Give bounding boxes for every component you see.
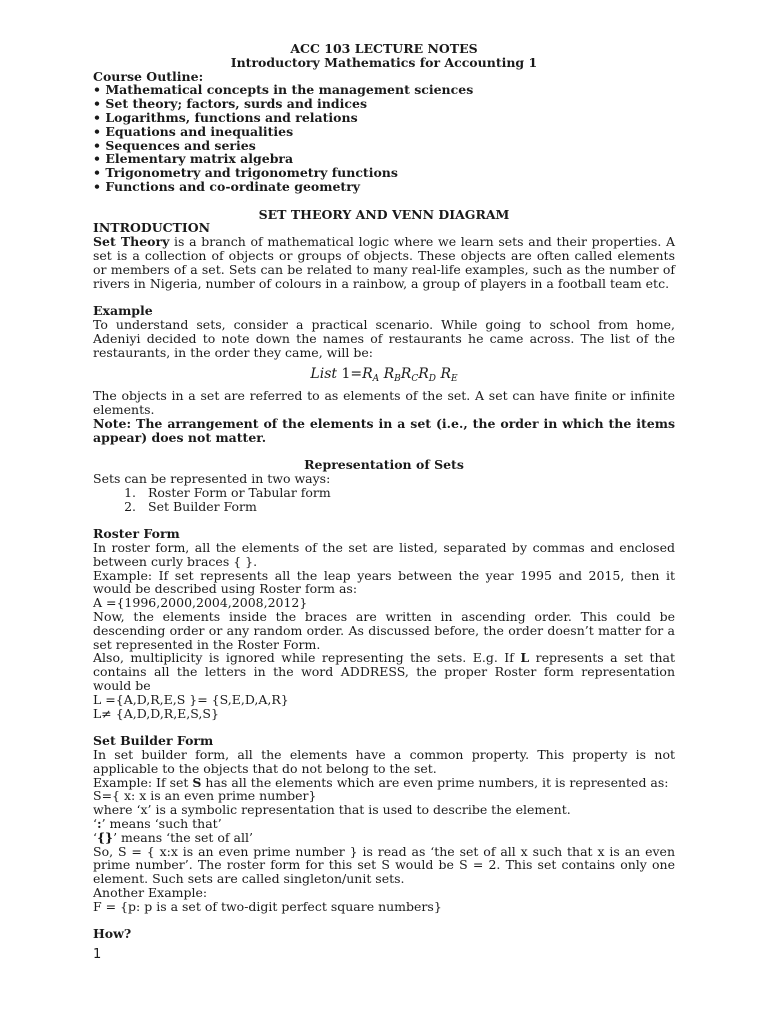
page-number: 1	[93, 947, 102, 962]
document-title: ACC 103 LECTURE NOTES	[290, 41, 478, 56]
outline-item: • Sequences and series	[93, 137, 256, 153]
roster-set-l-not-equal: L≠ {A,D,D,R,E,S,S}	[93, 705, 219, 721]
builder-example: Example: If set S has all the elements which are even prime numbers, it is represented as:	[93, 774, 669, 790]
builder-set-f: F = {p: p is a set of two-digit perfect square numbers}	[93, 898, 442, 914]
builder-another-example: Another Example:	[93, 885, 208, 901]
builder-such-that: ‘:’ means ‘such that’	[93, 816, 222, 832]
roster-multiplicity-paragraph: Also, multiplicity is ignored while representing the sets. E.g. If L represents a set that contains all the letters in the word ADDRESS, the proper Roster form representation would be	[93, 650, 675, 694]
roster-set-a: A ={1996,2000,2004,2008,2012}	[93, 595, 308, 611]
intro-text: is a branch of mathematical logic where we learn sets and their properties. A set is a collection of objects or groups of objects. These objects are often called elements or members of a set. Sets can be related to many real-life examples, such as the number of rivers in Nigeria, number of colours in a rainbow, a group of players in a football team etc.	[93, 234, 676, 291]
example-paragraph: To understand sets, consider a practical scenario. While going to school from home, Adeniyi decided to note down the names of restaurants he came across. The list of the restaurants, in the order they came, will be:	[93, 316, 675, 360]
builder-reading-paragraph: So, S = { x:x is an even prime number } is read as ‘the set of all x such that x is an even prime number’. The roster form for this set S would be S = 2. This set contains only one element. Such sets are called singleton/unit sets.	[93, 843, 675, 887]
representation-list	[93, 486, 675, 514]
formula-term: $R_E$	[440, 366, 458, 385]
elements-paragraph: The objects in a set are referred to as elements of the set. A set can have finite or infinite elements.	[93, 388, 675, 418]
intro-heading: INTRODUCTION	[93, 220, 211, 236]
builder-heading: Set Builder Form	[93, 733, 214, 749]
roster-paragraph: In roster form, all the elements of the set are listed, separated by commas and enclosed between curly braces { }.	[93, 540, 675, 569]
builder-set-s: S={ x: x is an even prime number}	[93, 788, 317, 804]
builder-paragraph: In set builder form, all the elements have a common property. This property is not applicable to the objects that do not belong to the set.	[93, 747, 675, 776]
document-subtitle: Introductory Mathematics for Accounting 1	[230, 54, 538, 70]
representation-item: 2. Set Builder Form	[140, 500, 675, 514]
course-outline-list	[93, 83, 675, 193]
outline-item: • Set theory; factors, surds and indices	[93, 96, 367, 112]
outline-item: • Logarithms, functions and relations	[93, 109, 358, 125]
section-title: SET THEORY AND VENN DIAGRAM	[258, 206, 510, 222]
outline-heading: Course Outline:	[93, 68, 204, 84]
formula-term: $R_A$	[362, 366, 380, 385]
outline-item: • Elementary matrix algebra	[93, 151, 294, 167]
how-heading: How?	[93, 926, 132, 942]
builder-symbol-note: where ‘x’ is a symbolic representation that is used to describe the element.	[93, 802, 571, 818]
representation-item: 1. Roster Form or Tabular form	[140, 486, 675, 500]
outline-item: • Trigonometry and trigonometry functions	[93, 165, 398, 181]
representation-intro: Sets can be represented in two ways:	[93, 471, 331, 487]
intro-paragraph	[93, 235, 675, 290]
representation-title: Representation of Sets	[304, 457, 464, 473]
formula-term: $R_D$	[418, 366, 436, 385]
example-heading: Example	[93, 303, 153, 319]
outline-item: • Equations and inequalities	[93, 123, 294, 139]
roster-heading: Roster Form	[93, 526, 180, 542]
formula-term: $R_B$	[383, 366, 401, 385]
formula-term: $R_C$	[400, 366, 419, 385]
document-page	[93, 42, 675, 941]
note-paragraph: Note: The arrangement of the elements in a set (i.e., the order in which the items appear) does not matter.	[93, 415, 675, 445]
intro-term: Set Theory	[93, 234, 170, 250]
roster-example: Example: If set represents all the leap years between the year 1995 and 2015, then it would be described using Roster form as:	[93, 567, 675, 597]
formula-equals: 1=	[337, 366, 363, 383]
builder-set-of-all: ‘{}’ means ‘the set of all’	[93, 829, 253, 845]
outline-item: • Mathematical concepts in the management sciences	[93, 82, 474, 98]
formula-label: List	[310, 366, 338, 383]
roster-order-paragraph: Now, the elements inside the braces are written in ascending order. This could be descending order or any random order. As discussed before, the order doesn’t matter for a set represented in the Roster Form.	[93, 609, 675, 652]
outline-item: • Functions and co-ordinate geometry	[93, 178, 361, 194]
roster-set-l: L ={A,D,R,E,S }= {S,E,D,A,R}	[93, 691, 289, 707]
list-formula	[93, 359, 675, 389]
